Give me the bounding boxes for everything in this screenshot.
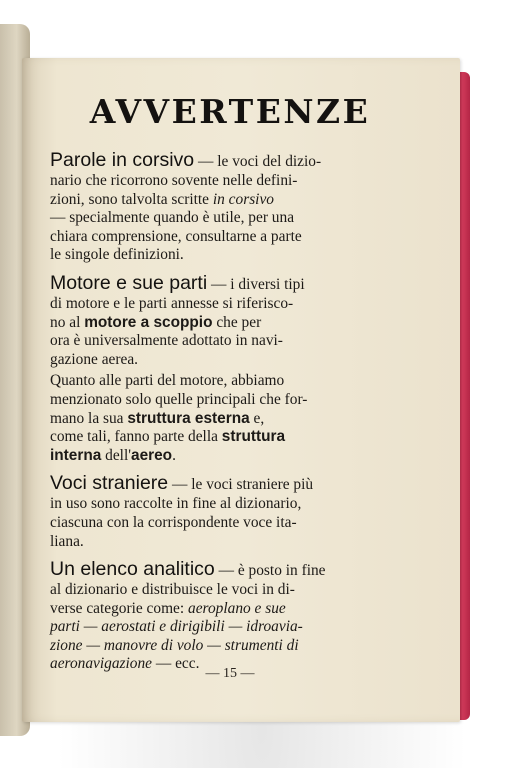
italic-term: aeroplano e sue (188, 599, 286, 617)
entry-text-line: — specialmente quando è utile, per una (50, 209, 295, 227)
entry-heading: Un elenco analitico (50, 558, 215, 581)
entry-text-line: zioni, sono talvolta scritte (50, 190, 213, 208)
entry-motore-e-sue-parti (48, 271, 412, 465)
entry-heading: Voci straniere (50, 472, 169, 495)
entry-text-line: nario che ricorrono sovente nelle defini- (50, 172, 298, 189)
page-number: — 15 — (205, 666, 255, 681)
entry-text-line: che per (212, 313, 262, 331)
bold-term: motore a scoppio (84, 313, 213, 331)
entry-text-line: dell' (101, 446, 132, 464)
entry-un-elenco-analitico (48, 557, 412, 674)
entry-text-line: — è posto in fine (214, 562, 326, 580)
entry-text-line: — i diversi tipi (207, 275, 305, 293)
entry-text-line: liana. (50, 532, 84, 550)
entry-text-line: e, (249, 409, 265, 427)
entry-parole-in-corsivo (48, 148, 412, 265)
bold-term: aereo (131, 446, 173, 464)
entry-text-line: verse categorie come: (50, 599, 189, 617)
italic-term: in corsivo (212, 190, 274, 208)
entry-text-line: come tali, fanno parte della (50, 428, 222, 446)
entry-text-line: — ecc. (152, 655, 200, 673)
italic-term: parti — aerostati e dirigibili — idroavia- (50, 618, 303, 636)
entry-text-line: menzionato solo quelle principali che for- (50, 390, 308, 408)
entry-voci-straniere (48, 471, 412, 551)
italic-term: aeronavigazione (50, 655, 153, 673)
page-content (48, 90, 412, 680)
entry-text-line: ora è universalmente adottato in navi- (50, 332, 283, 350)
entry-text-line: ciascuna con la corrispondente voce ita- (50, 513, 297, 531)
entry-text-line: gazione aerea. (50, 350, 139, 368)
entry-text-line: in uso sono raccolte in fine al dizionario, (50, 495, 302, 513)
bold-term: interna (50, 446, 102, 464)
entry-text-line: chiara comprensione, consultarne a parte (50, 227, 302, 245)
entry-text-line: di motore e le parti annesse si riferisco- (50, 294, 294, 312)
entry-text-line: no al (50, 313, 85, 331)
italic-term: zione — manovre di volo — strumenti di (50, 636, 299, 654)
entry-text-line: Quanto alle parti del motore, abbiamo (50, 372, 285, 390)
entry-text-line: . (172, 446, 176, 464)
entry-text-line: — le voci del dizio- (194, 153, 322, 170)
entry-text-line: al dizionario e distribuisce le voci in di- (50, 581, 295, 599)
entry-text-line: le singole definizioni. (50, 246, 184, 264)
book-page (22, 58, 460, 722)
page-title: AVVERTENZE (89, 92, 371, 131)
entry-text-line: mano la sua (50, 409, 128, 427)
bold-term: struttura esterna (127, 409, 250, 427)
bold-term: struttura (221, 428, 286, 446)
entry-heading: Parole in corsivo (50, 149, 195, 171)
entry-text-line: — le voci straniere più (168, 476, 314, 494)
entry-heading: Motore e sue parti (50, 271, 208, 294)
